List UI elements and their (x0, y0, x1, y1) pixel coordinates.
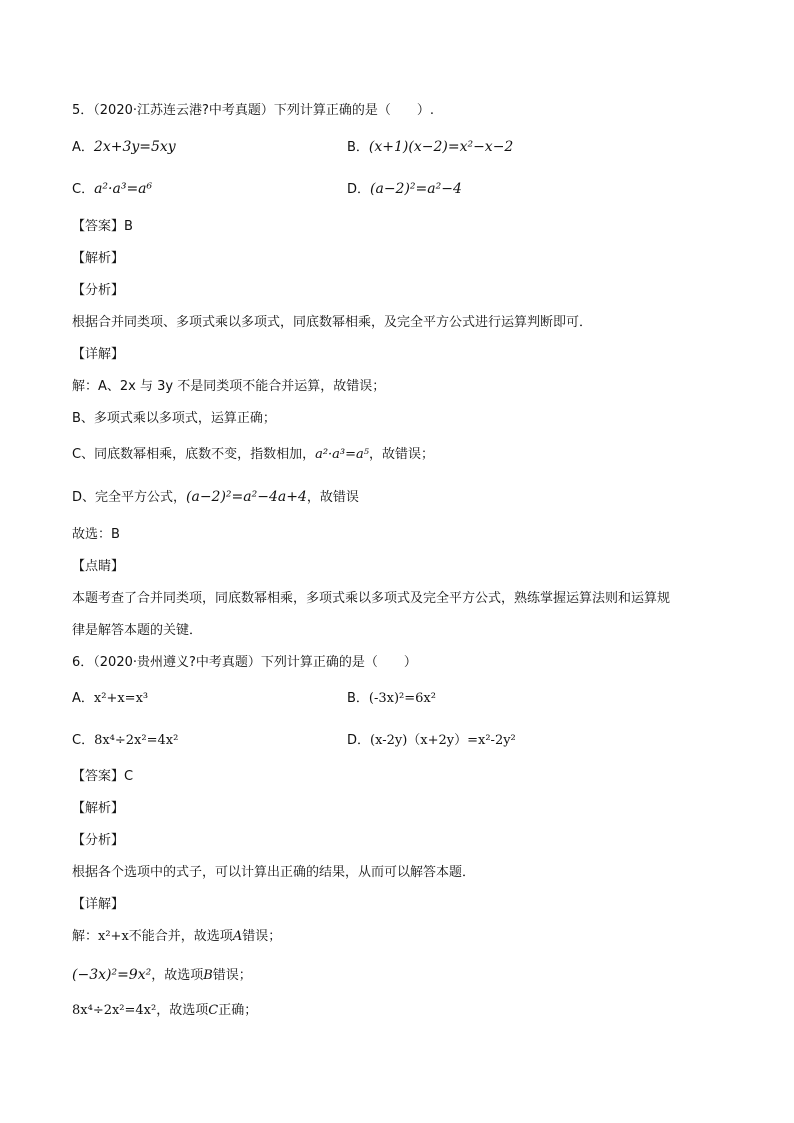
option-expression: (x-2y)（x+2y）=x²-2y² (370, 733, 516, 748)
expression: 8x⁴÷2x²=4x² (72, 1003, 157, 1018)
text: 不能合并，故选项 (128, 929, 233, 944)
option-expression: (x+1)(x−2)=x²−x−2 (368, 139, 514, 155)
option-label: C． (72, 733, 95, 748)
text: D、完全平方公式， (72, 490, 187, 505)
option-label: D． (347, 733, 371, 748)
q6-jiexi-heading: 【解析】 (72, 801, 125, 816)
option-expression: (-3x)²=6x² (368, 691, 436, 706)
option-variable: A (232, 929, 243, 944)
text: 正确； (218, 1003, 258, 1018)
text: ，故错误 (306, 490, 359, 505)
q5-detail-line-2: B、多项式乘以多项式，运算正确； (72, 411, 276, 426)
option-expression: 8x⁴÷2x²=4x² (94, 733, 179, 748)
question-6-header: 6．（2020·贵州遵义?中考真题）下列计算正确的是（ ） (72, 655, 417, 670)
q5-detail-line-3 (72, 446, 434, 464)
text: C、同底数幂相乘，底数不变，指数相加， (72, 447, 316, 462)
q6-option-c (72, 732, 178, 750)
q6-detail-line-3 (72, 1002, 257, 1020)
q5-fenxi-heading: 【分析】 (72, 283, 125, 298)
q5-option-c (72, 180, 152, 199)
q5-dianjing-heading: 【点睛】 (72, 559, 125, 574)
text: ，故选项 (151, 968, 204, 983)
q5-answer: 【答案】B (72, 219, 133, 234)
option-label: B． (347, 691, 369, 706)
q5-dianjing-line-2: 律是解答本题的关键． (72, 623, 203, 638)
option-label: B． (347, 140, 369, 155)
option-expression: 2x+3y=5xy (93, 139, 176, 155)
q5-fenxi-text: 根据合并同类项、多项式乘以多项式，同底数幂相乘，及完全平方公式进行运算判断即可． (72, 315, 593, 330)
option-variable: B (203, 968, 213, 983)
option-variable: C (208, 1003, 219, 1018)
q6-option-a (72, 690, 148, 708)
question-5-header: 5．（2020·江苏连云港?中考真题）下列计算正确的是（ ）. (72, 103, 435, 118)
expression: (−3x)²=9x² (72, 967, 152, 983)
text: 错误； (242, 929, 282, 944)
q6-xiangjie-heading: 【详解】 (72, 897, 125, 912)
text: 错误； (212, 968, 252, 983)
q5-dianjing-line-1: 本题考查了合并同类项，同底数幂相乘，多项式乘以多项式及完全平方公式，熟练掌握运算法则和运算规 (72, 591, 671, 606)
text: ，故错误； (369, 447, 435, 462)
option-label: C． (72, 182, 95, 197)
option-expression: (a−2)²=a²−4 (370, 181, 462, 197)
q6-option-d (347, 732, 516, 750)
q6-fenxi-text: 根据各个选项中的式子，可以计算出正确的结果，从而可以解答本题． (72, 865, 476, 880)
q6-option-b (347, 690, 436, 708)
text: ，故选项 (156, 1003, 209, 1018)
option-label: D． (347, 182, 371, 197)
q5-option-d (347, 180, 462, 199)
option-label: A． (72, 691, 94, 706)
option-label: A． (72, 140, 94, 155)
q5-option-b (347, 138, 513, 157)
option-expression: x²+x=x³ (93, 691, 149, 706)
expression: x²+x (98, 929, 129, 944)
q5-jiexi-heading: 【解析】 (72, 251, 125, 266)
q6-fenxi-heading: 【分析】 (72, 833, 125, 848)
q6-detail-line-2 (72, 966, 252, 985)
q5-option-a (72, 138, 176, 157)
q5-detail-line-1: 解：A、2x 与 3y 不是同类项不能合并运算，故错误； (72, 379, 386, 394)
q5-detail-line-4 (72, 488, 359, 507)
option-expression: a²·a³=a⁶ (94, 181, 153, 197)
expression: a²·a³=a⁵ (315, 447, 369, 462)
q5-xiangjie-heading: 【详解】 (72, 347, 125, 362)
q6-answer: 【答案】C (72, 769, 134, 784)
q5-choice: 故选：B (72, 527, 120, 542)
text: 解： (72, 929, 99, 944)
expression: (a−2)²=a²−4a+4 (186, 489, 307, 505)
q6-detail-line-1 (72, 928, 281, 946)
